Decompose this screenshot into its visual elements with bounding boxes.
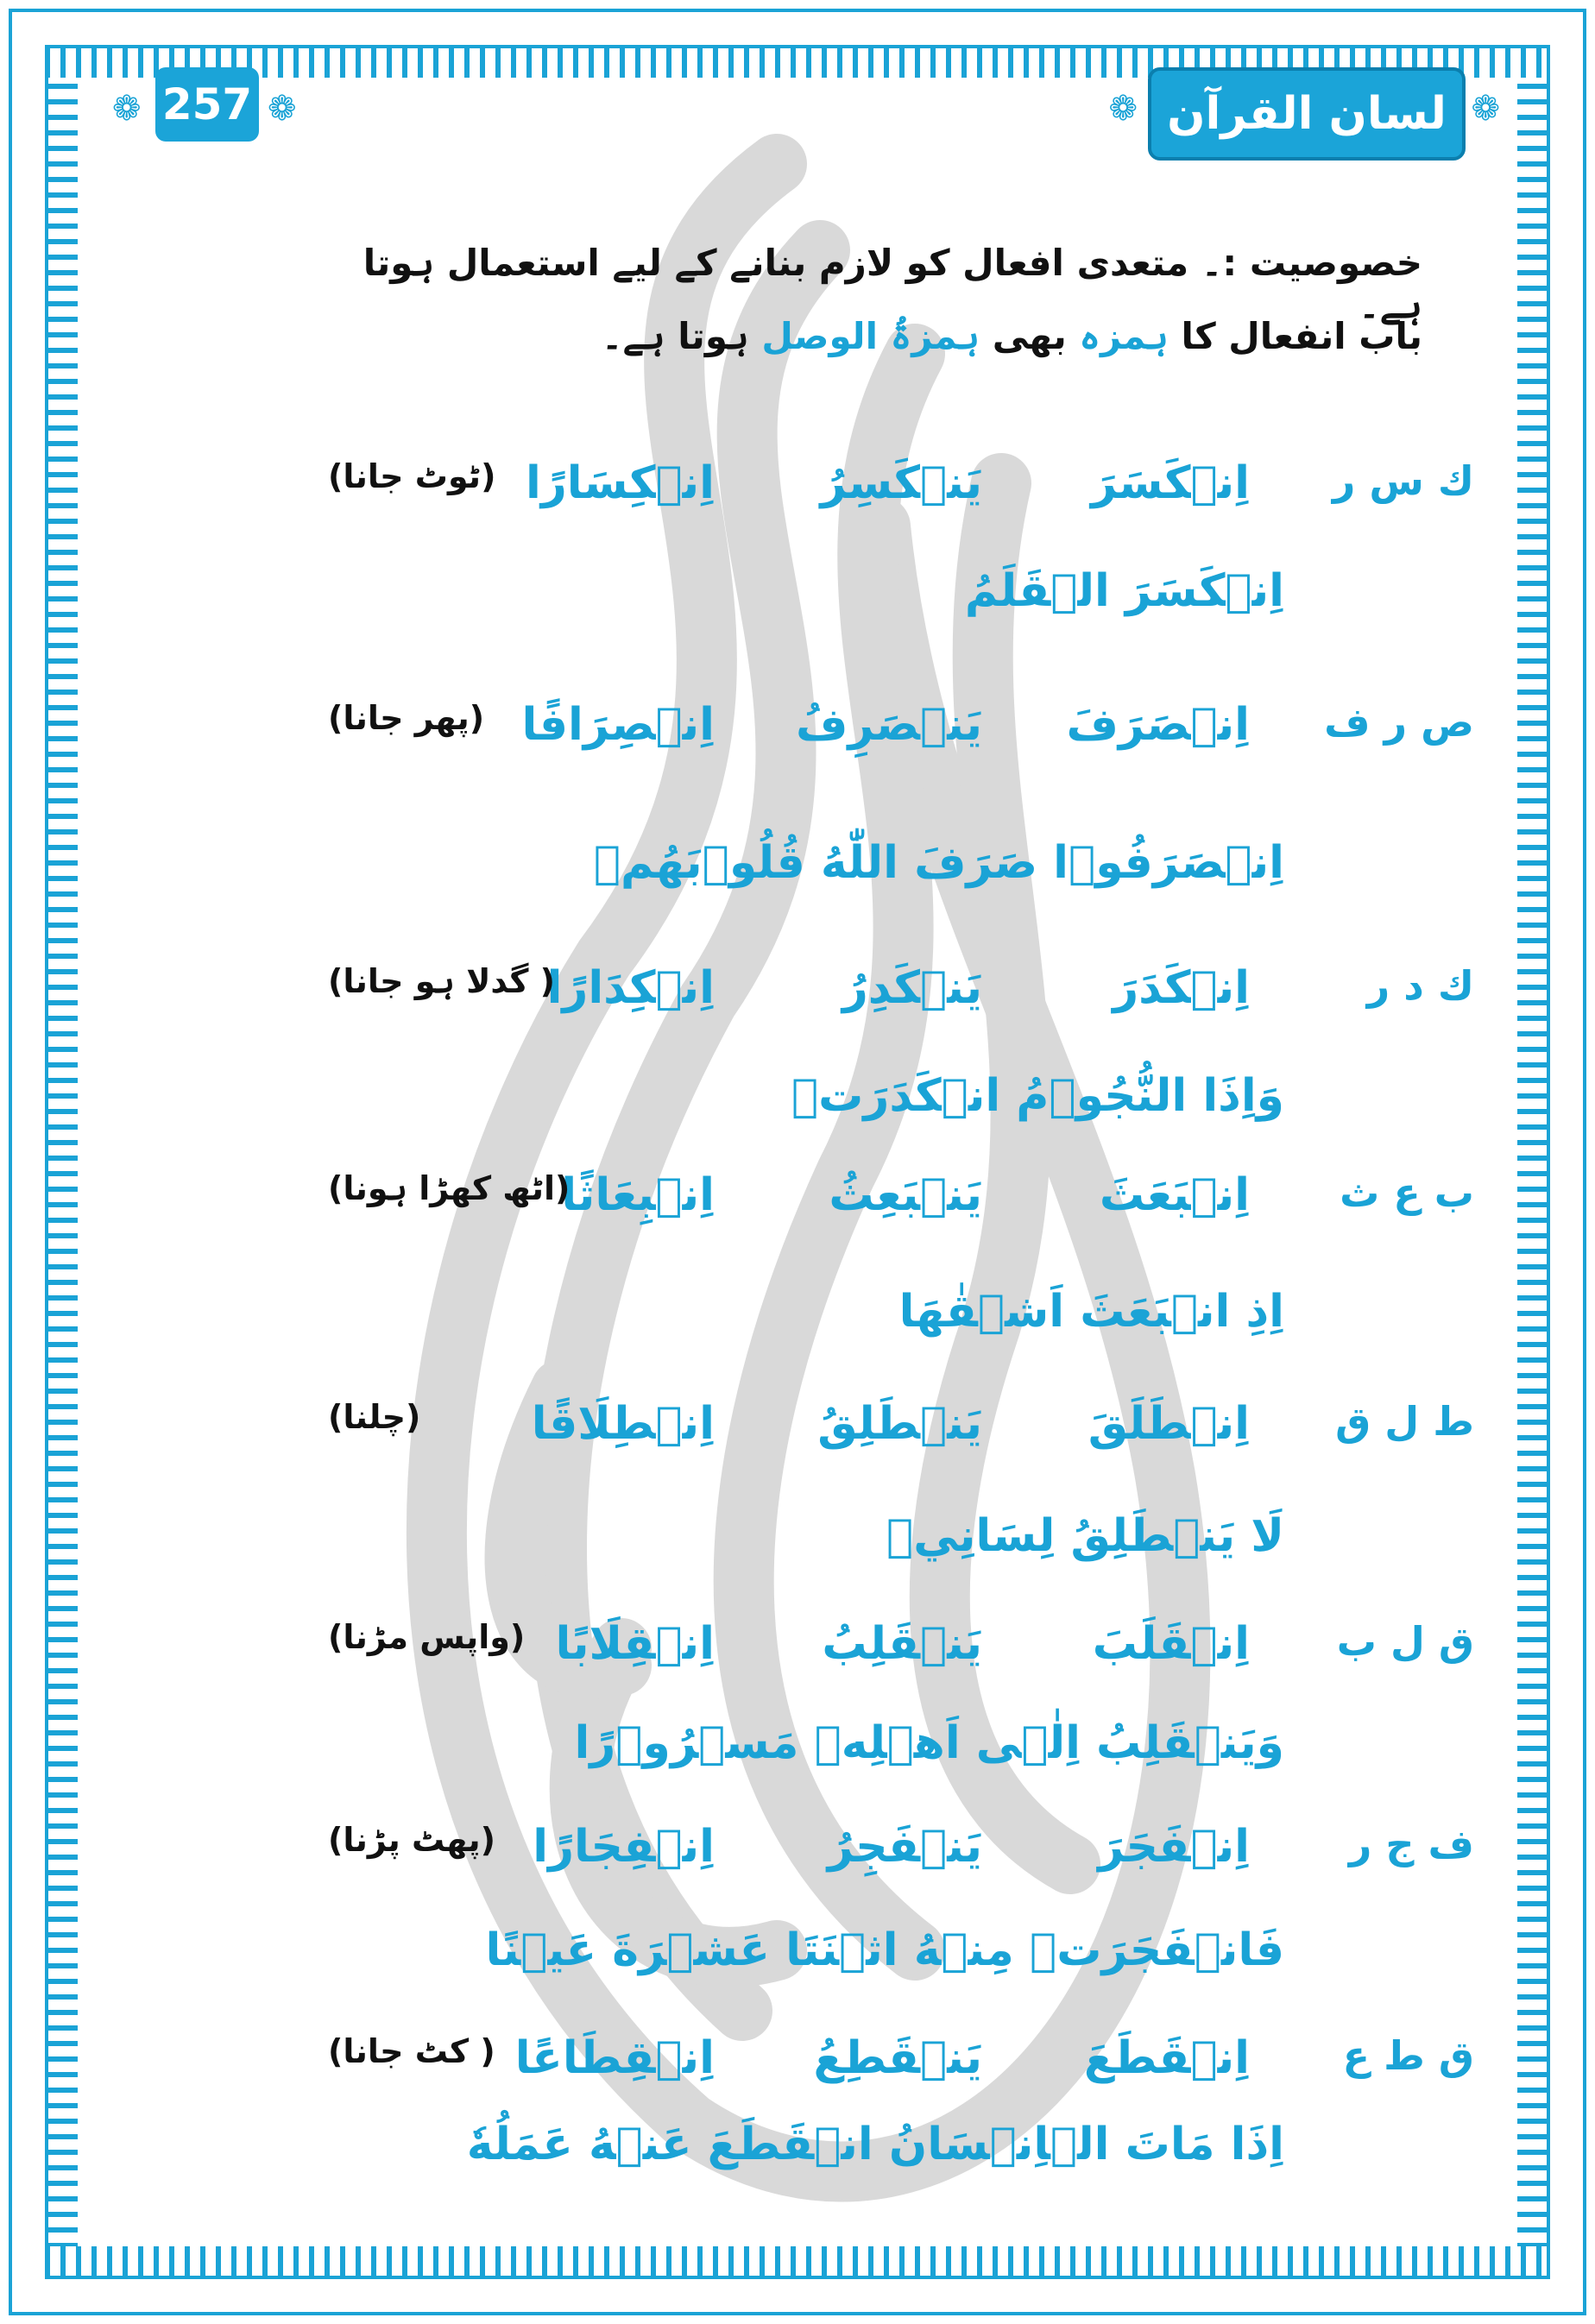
urdu-meaning: (ٹوٹ جانا) [328,457,496,495]
ornament-page-right: ❁ [268,89,297,129]
intro-mid: بھی [992,315,1067,357]
root-letters: ط ل ق [1335,1398,1474,1445]
urdu-meaning: ( کٹ جانا) [328,2032,495,2070]
masdar-form: اِنۡكِدَارًا [546,962,715,1014]
madi-form: اِنۡطَلَقَ [1088,1398,1250,1450]
urdu-meaning: (واپس مڑنا) [328,1618,526,1656]
verb-row [0,962,1595,1040]
mudari-form: يَنۡكَسِرُ [820,457,982,509]
verb-row [0,1169,1595,1247]
example-phrase: فَانۡفَجَرَتۡ مِنۡهُ اثۡنَتَا عَشۡرَةَ عَيۡنًا [485,1924,1284,1976]
madi-form: اِنۡفَجَرَ [1098,1821,1250,1873]
intro-line-2 [300,315,1422,357]
masdar-form: اِنۡصِرَافًا [521,699,715,751]
ornament-right: ❁ [1471,89,1500,129]
urdu-meaning: (پھر جانا) [328,699,485,737]
verb-row [0,2032,1595,2110]
example-phrase: لَا يَنۡطَلِقُ لِسَانِيۡ [886,1510,1284,1562]
mudari-form: يَنۡبَعِثُ [829,1169,982,1221]
intro-line-1: خصوصیت :۔ متعدی افعال کو لازم بنانے کے لیے استعمال ہوتا ہے۔ [362,242,1422,326]
verb-row [0,1618,1595,1696]
example-phrase: اِذِ انۡبَعَثَ اَشۡقٰهَا [898,1286,1284,1338]
madi-form: اِنۡكَدَرَ [1113,962,1250,1014]
verb-row [0,457,1595,535]
root-letters: ك د ر [1366,962,1474,1009]
verb-row [0,1398,1595,1476]
madi-form: اِنۡصَرَفَ [1066,699,1250,751]
intro-prefix: باب انفعال کا [1181,315,1422,357]
masdar-form: اِنۡقِلَابًا [555,1618,715,1670]
example-phrase: اِنۡصَرَفُوۡا صَرَفَ اللّٰهُ قُلُوۡبَهُمۡ [593,837,1284,889]
mudari-form: يَنۡقَطِعُ [813,2032,982,2084]
masdar-form: اِنۡفِجَارًا [533,1821,715,1873]
urdu-meaning: (چلنا) [328,1398,421,1436]
madi-form: اِنۡكَسَرَ [1090,457,1250,509]
mudari-form: يَنۡكَدِرُ [842,962,982,1014]
madi-form: اِنۡبَعَثَ [1099,1169,1250,1221]
intro-hamza-wasl: ہمزۃُ الوصل [761,315,980,357]
masdar-form: اِنۡبِعَاثًا [561,1169,715,1221]
ornament-left-of-title: ❁ [1108,89,1138,129]
example-phrase: وَيَنۡقَلِبُ اِلٰۤى اَهۡلِهٖ مَسۡرُوۡرًا [574,1717,1284,1769]
mudari-form: يَنۡصَرِفُ [796,699,982,751]
book-title: لسان القرآن [1148,67,1466,161]
urdu-meaning: ( گدلا ہو جانا) [328,962,556,1000]
root-letters: ف ج ر [1348,1821,1474,1867]
mudari-form: يَنۡفَجِرُ [827,1821,982,1873]
example-phrase: اِذَا مَاتَ الۡاِنۡسَانُ انۡقَطَعَ عَنۡهُ عَمَلُهٗ [466,2119,1284,2170]
root-letters: ك س ر [1332,457,1474,504]
masdar-form: اِنۡطِلَاقًا [531,1398,715,1450]
verb-row [0,699,1595,777]
verb-row [0,1821,1595,1899]
madi-form: اِنۡقَلَبَ [1092,1618,1250,1670]
root-letters: ق ط ع [1342,2032,1474,2079]
urdu-meaning: (اٹھ کھڑا ہونا) [328,1169,571,1207]
mudari-form: يَنۡقَلِبُ [822,1618,982,1670]
root-letters: ص ر ف [1324,699,1474,746]
urdu-meaning: (پھٹ پڑنا) [328,1821,495,1859]
ornament-page-left: ❁ [112,89,142,129]
page-number: 257 [155,67,259,142]
intro-hamza: ہمزہ [1079,315,1169,357]
root-letters: ب ع ث [1340,1169,1474,1216]
madi-form: اِنۡقَطَعَ [1083,2032,1250,2084]
root-letters: ق ل ب [1336,1618,1474,1665]
intro-suffix: ہوتا ہے۔ [601,315,749,357]
mudari-form: يَنۡطَلِقُ [817,1398,982,1450]
example-phrase: وَاِذَا النُّجُوۡمُ انۡكَدَرَتۡ [791,1070,1284,1122]
masdar-form: اِنۡقِطَاعًا [514,2032,715,2084]
example-phrase: اِنۡكَسَرَ الۡقَلَمُ [964,565,1284,617]
masdar-form: اِنۡكِسَارًا [526,457,715,509]
